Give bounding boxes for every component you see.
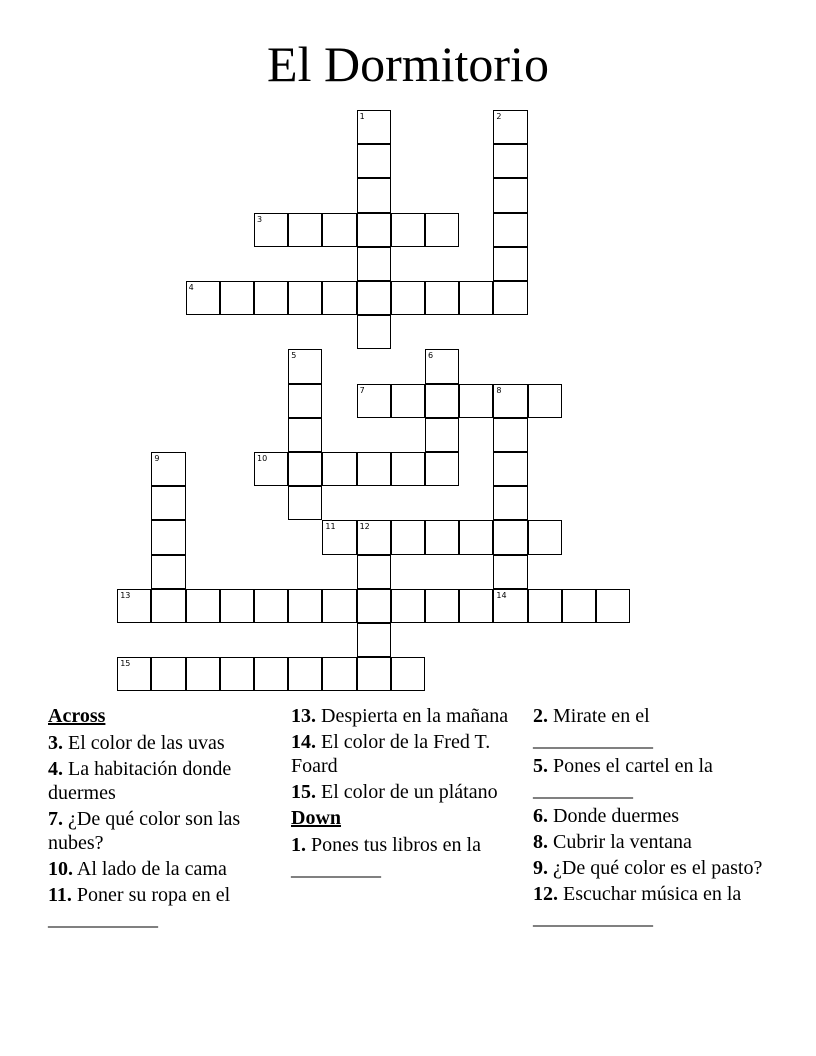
crossword-cell[interactable] — [528, 520, 562, 554]
crossword-cell[interactable] — [493, 110, 527, 144]
clue-across-13 — [291, 704, 519, 728]
clue-number: 14. — [291, 731, 316, 753]
crossword-cell[interactable] — [254, 657, 288, 691]
cell-number: 12 — [359, 522, 370, 532]
crossword-cell[interactable] — [151, 486, 185, 520]
clue-number: 3. — [48, 732, 63, 754]
crossword-cell[interactable] — [391, 452, 425, 486]
clue-number: 4. — [48, 758, 63, 780]
clue-text: Despierta en la mañana — [321, 705, 509, 727]
crossword-cell[interactable] — [322, 213, 356, 247]
crossword-cell[interactable] — [493, 281, 527, 315]
crossword-cell[interactable] — [151, 555, 185, 589]
cell-number: 9 — [154, 454, 160, 463]
clue-text: Donde duermes — [553, 805, 680, 827]
clue-number: 5. — [533, 755, 548, 777]
clue-text: Escuchar música en la ____________ — [533, 883, 742, 929]
crossword-cell[interactable] — [186, 281, 220, 315]
cell-number: 6 — [428, 351, 434, 361]
clue-across-11 — [48, 883, 273, 931]
crossword-cell[interactable] — [357, 213, 391, 247]
clue-text: Cubrir la ventana — [553, 831, 692, 853]
clue-text: Al lado de la cama — [76, 858, 227, 880]
crossword-cell[interactable] — [425, 418, 459, 452]
clue-text: El color de un plátano — [321, 781, 498, 803]
cell-number: 3 — [257, 214, 263, 224]
crossword-cell[interactable] — [357, 623, 391, 657]
crossword-cell[interactable] — [459, 589, 493, 623]
clue-across-14 — [291, 730, 519, 778]
crossword-cell[interactable] — [288, 452, 322, 486]
crossword-cell[interactable] — [528, 589, 562, 623]
clues-column-3 — [533, 704, 768, 932]
cell-number: 8 — [496, 385, 502, 395]
crossword-cell[interactable] — [322, 452, 356, 486]
cell-number: 14 — [496, 590, 507, 600]
crossword-cell[interactable] — [288, 589, 322, 623]
crossword-cell[interactable] — [357, 178, 391, 212]
crossword-cell[interactable] — [288, 418, 322, 452]
crossword-cell[interactable] — [186, 657, 220, 691]
clue-down-8 — [533, 830, 768, 854]
crossword-cell[interactable] — [151, 520, 185, 554]
cell-number: 11 — [325, 522, 336, 532]
clue-down-6 — [533, 804, 768, 828]
crossword-cell[interactable] — [425, 452, 459, 486]
crossword-cell[interactable] — [493, 384, 527, 418]
crossword-cell[interactable] — [596, 589, 630, 623]
crossword-cell[interactable] — [151, 452, 185, 486]
clue-text: ¿De qué color son las nubes? — [48, 808, 241, 854]
crossword-cell[interactable] — [562, 589, 596, 623]
crossword-cell[interactable] — [391, 520, 425, 554]
cell-number: 13 — [120, 590, 131, 600]
crossword-cell[interactable] — [493, 486, 527, 520]
crossword-cell[interactable] — [493, 178, 527, 212]
crossword-cell[interactable] — [254, 213, 288, 247]
crossword-cell[interactable] — [357, 520, 391, 554]
clue-text: Mirate en el ____________ — [533, 705, 653, 751]
crossword-cell[interactable] — [117, 589, 151, 623]
crossword-cell[interactable] — [493, 144, 527, 178]
clue-across-15 — [291, 780, 519, 804]
crossword-cell[interactable] — [357, 589, 391, 623]
clue-number: 13. — [291, 705, 316, 727]
clue-number: 2. — [533, 705, 548, 727]
clue-text: Poner su ropa en el ___________ — [48, 884, 231, 930]
crossword-cell[interactable] — [254, 452, 288, 486]
cell-number: 2 — [496, 112, 502, 121]
cell-number: 10 — [257, 454, 268, 463]
crossword-cell[interactable] — [220, 657, 254, 691]
crossword-cell[interactable] — [425, 589, 459, 623]
cell-number: 7 — [359, 385, 365, 395]
crossword-cell[interactable] — [493, 452, 527, 486]
clue-down-9 — [533, 856, 768, 880]
crossword-cell[interactable] — [425, 213, 459, 247]
crossword-cell[interactable] — [288, 213, 322, 247]
crossword-cell[interactable] — [151, 657, 185, 691]
crossword-cell[interactable] — [220, 281, 254, 315]
page-title: El Dormitorio — [267, 36, 549, 92]
crossword-cell[interactable] — [391, 589, 425, 623]
crossword-cell[interactable] — [288, 486, 322, 520]
crossword-cell[interactable] — [288, 281, 322, 315]
cell-number: 1 — [359, 112, 365, 121]
crossword-cell[interactable] — [425, 384, 459, 418]
crossword-cell[interactable] — [425, 520, 459, 554]
clue-number: 7. — [48, 808, 63, 830]
crossword-cell[interactable] — [391, 657, 425, 691]
clue-number: 6. — [533, 805, 548, 827]
crossword-cell[interactable] — [322, 657, 356, 691]
crossword-cell[interactable] — [357, 144, 391, 178]
crossword-cell[interactable] — [322, 589, 356, 623]
crossword-cell[interactable] — [425, 281, 459, 315]
crossword-cell[interactable] — [459, 520, 493, 554]
crossword-cell[interactable] — [528, 384, 562, 418]
crossword-cell[interactable] — [186, 589, 220, 623]
crossword-cell[interactable] — [493, 418, 527, 452]
crossword-cell[interactable] — [254, 589, 288, 623]
clues-column-1 — [48, 704, 273, 933]
crossword-cell[interactable] — [117, 657, 151, 691]
clue-across-7 — [48, 807, 273, 855]
clue-across-4 — [48, 757, 273, 805]
crossword-cell[interactable] — [220, 589, 254, 623]
crossword-cell[interactable] — [391, 384, 425, 418]
down-heading: Down — [291, 807, 342, 829]
clue-across-3 — [48, 731, 273, 755]
clue-number: 8. — [533, 831, 548, 853]
clue-text: ¿De qué color es el pasto? — [553, 857, 763, 879]
crossword-cell[interactable] — [493, 247, 527, 281]
crossword-cell[interactable] — [357, 281, 391, 315]
crossword-cell[interactable] — [322, 281, 356, 315]
clue-number: 12. — [533, 883, 558, 905]
clue-down-2 — [533, 704, 768, 752]
clue-down-12 — [533, 882, 768, 930]
clue-text: Pones tus libros en la _________ — [291, 834, 481, 880]
clue-number: 15. — [291, 781, 316, 803]
crossword-cell[interactable] — [322, 520, 356, 554]
crossword-cell[interactable] — [493, 555, 527, 589]
crossword-cell[interactable] — [357, 315, 391, 349]
clue-down-5 — [533, 754, 768, 802]
clue-number: 1. — [291, 834, 306, 856]
crossword-cell[interactable] — [493, 213, 527, 247]
crossword-cell[interactable] — [288, 384, 322, 418]
crossword-cell[interactable] — [357, 555, 391, 589]
crossword-cell[interactable] — [357, 452, 391, 486]
clue-text: El color de la Fred T. Foard — [291, 731, 491, 777]
crossword-cell[interactable] — [288, 349, 322, 383]
crossword-cell[interactable] — [357, 247, 391, 281]
crossword-cell[interactable] — [254, 281, 288, 315]
cell-number: 5 — [291, 351, 297, 361]
crossword-cell[interactable] — [493, 589, 527, 623]
clue-number: 9. — [533, 857, 548, 879]
cell-number: 4 — [188, 283, 194, 292]
crossword-cell[interactable] — [391, 281, 425, 315]
clue-text: La habitación donde duermes — [48, 758, 232, 804]
clues-column-2 — [291, 704, 519, 883]
clue-number: 11. — [48, 884, 72, 906]
crossword-cell[interactable] — [493, 520, 527, 554]
crossword-cell[interactable] — [459, 281, 493, 315]
crossword-cell[interactable] — [425, 349, 459, 383]
clue-down-1 — [291, 833, 519, 881]
clue-number: 10. — [48, 858, 73, 880]
clue-text: El color de las uvas — [68, 732, 225, 754]
cell-number: 15 — [120, 659, 131, 669]
clue-text: Pones el cartel en la __________ — [533, 755, 713, 801]
crossword-cell[interactable] — [391, 213, 425, 247]
crossword-cell[interactable] — [357, 384, 391, 418]
crossword-cell[interactable] — [288, 657, 322, 691]
crossword-cell[interactable] — [357, 110, 391, 144]
crossword-cell[interactable] — [459, 384, 493, 418]
crossword-cell[interactable] — [357, 657, 391, 691]
across-heading: Across — [48, 705, 106, 727]
clue-across-10 — [48, 857, 273, 881]
crossword-cell[interactable] — [151, 589, 185, 623]
